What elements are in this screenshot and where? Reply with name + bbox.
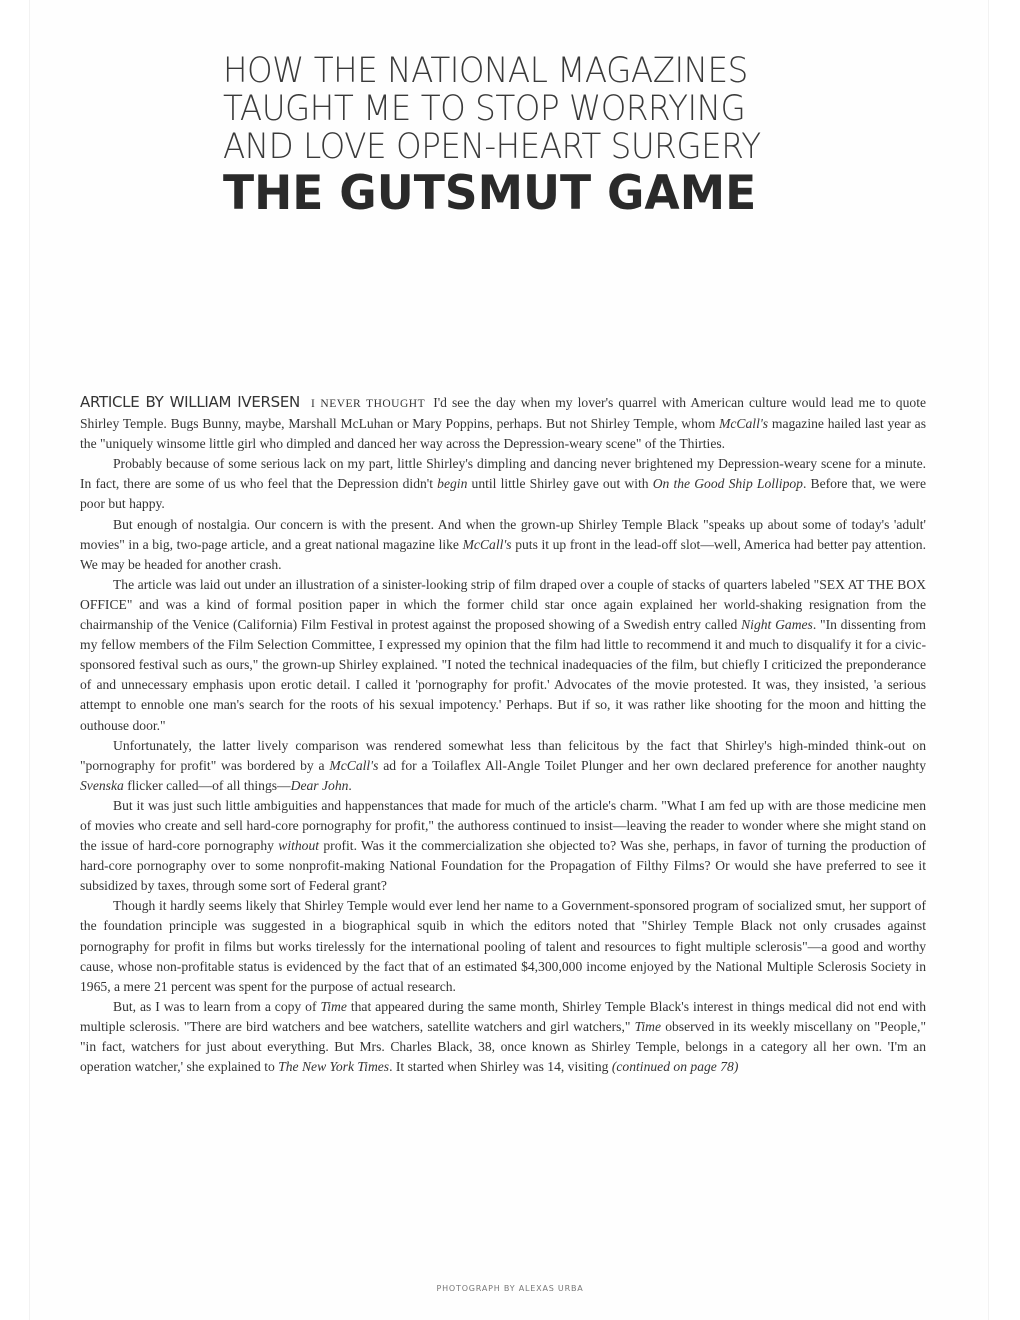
paragraph-text: But it was just such little ambiguities and happenstances that made for much of the article's charm. "What I am fed up with are those medicine men of movies who create and sell hard-core pornography for profit," the authoress continued to insist—leaving the reader to wonder where she might stand on the issue of hard-core pornography xyxy=(80,797,926,854)
magazine-title: McCall's xyxy=(719,416,769,432)
magazine-title: Time xyxy=(320,998,347,1014)
byline: ARTICLE BY WILLIAM IVERSEN xyxy=(80,393,300,411)
paragraph-1 xyxy=(80,392,926,454)
headline-line-3: AND LOVE OPEN-HEART SURGERY xyxy=(223,127,761,167)
paragraph-text: . It started when Shirley was 14, visiting xyxy=(389,1059,612,1075)
continued-note: (continued on page 78) xyxy=(611,1059,739,1075)
song-title: On the Good Ship Lollipop xyxy=(652,476,803,492)
paragraph-4 xyxy=(80,575,926,736)
magazine-title: Time xyxy=(634,1018,662,1034)
paragraph-text: magazine hailed last year as the "uniquely winsome little girl who dimpled and danced her way across the Depression-weary scene" of the Thirties. xyxy=(80,416,926,452)
paragraph-text: But, as I was to learn from a copy of xyxy=(113,998,321,1014)
paragraph-text: . Before that, we were poor but happy. xyxy=(80,476,926,512)
paragraph-text: Though it hardly seems likely that Shirley Temple would ever lend her name to a Government-sponsored program of socialized smut, her support of the foundation principle was suggested in a biographical squib in which the editors noted that "Shirley Temple Black not only crusades against pornography for profit in films but works tirelessly for the international pooling of talent and resources to fight multiple sclerosis"—a good and worthy cause, whose non-profitable status is evidenced by the fact that of an estimated $4,300,000 income enjoyed by the National Multiple Sclerosis Society in 1965, a mere 21 percent was spent for the purpose of actual research. xyxy=(80,898,926,994)
headline-line-1: HOW THE NATIONAL MAGAZINES xyxy=(223,51,748,91)
headline-block xyxy=(223,52,823,220)
paragraph-5 xyxy=(80,736,926,796)
paragraph-text: . xyxy=(348,777,352,793)
paragraph-6 xyxy=(80,796,926,896)
paragraph-text: . "In dissenting from my fellow members of the Film Selection Committee, I expressed my opinion that the film had little to recommend it and much to disqualify it for a civic-sponsored festival such as ours," the grown-up Shirley explained. "I noted the technical inadequacies of the film, but chiefly I criticized the preponderance of and unnecessary emphasis upon erotic detail. I called it 'pornography for profit.' Advocates of the movie protested. It was, they insisted, 'a serious attempt to ennoble one man's search for the roots of his sexual impotency.' Perhaps. But if so, it was rather like shooting for the moon and hitting the outhouse door." xyxy=(80,617,927,733)
paragraph-2 xyxy=(80,454,926,514)
magazine-title: McCall's xyxy=(329,757,379,773)
paragraph-7 xyxy=(80,896,926,996)
opening-words: I NEVER THOUGHT xyxy=(311,398,426,410)
newspaper-title: The New York Times xyxy=(278,1059,390,1075)
paragraph-text: puts it up front in the lead-off slot—well, America had better pay attention. We may be headed for another crash. xyxy=(80,536,926,572)
film-title: Dear John xyxy=(290,777,349,793)
paragraph-text: Unfortunately, the latter lively comparison was rendered somewhat less than felicitous by the fact that Shirley's high-minded think-out on "pornography for profit" was bordered by a xyxy=(80,737,926,773)
emphasis: without xyxy=(278,838,320,854)
paragraph-text: observed in its weekly miscellany on "People," "in fact, watchers for just about everything. But Mrs. Charles Black, 38, once known as Shirley Temple, belongs in a category all her own. 'I'm an operation watcher,' she explained to xyxy=(80,1018,926,1075)
article-title: THE GUTSMUT GAME xyxy=(223,166,757,221)
magazine-title: McCall's xyxy=(462,536,512,552)
article-body xyxy=(80,392,926,1077)
paragraph-text: The article was laid out under an illustration of a sinister-looking strip of film draped over a couple of stacks of quarters labeled "SEX AT THE BOX OFFICE" and was a kind of formal position paper in which the former child star once again explained her world-shaking resignation from the chairmanship of the Venice (California) Film Festival in protest against the proposed showing of a Swedish entry called xyxy=(80,576,926,633)
emphasis: Svenska xyxy=(80,777,124,793)
headline-line-2: TAUGHT ME TO STOP WORRYING xyxy=(223,89,746,129)
emphasis: begin xyxy=(437,476,468,492)
photo-credit: PHOTOGRAPH BY ALEXAS URBA xyxy=(436,1284,584,1293)
paragraph-text: that appeared during the same month, Shirley Temple Black's interest in things medical did not end with multiple sclerosis. "There are bird watchers and bee watchers, satellite watchers and girl watchers," xyxy=(80,998,927,1034)
paragraph-8 xyxy=(80,997,926,1077)
paragraph-text: I'd see the day when my lover's quarrel with American culture would lead me to quote Shirley Temple. Bugs Bunny, maybe, Marshall McLuhan or Mary Poppins, perhaps. But not Shirley Temple, whom xyxy=(80,395,927,432)
paragraph-text: profit. Was it the commercialization she objected to? Was she, perhaps, in favor of turning the production of hard-core pornography over to some nonprofit-making National Foundation for the Propagation of Filthy Films? Or would she have preferred to see it subsidized by taxes, through some sort of Federal grant? xyxy=(80,838,927,894)
paragraph-3 xyxy=(80,515,926,575)
film-title: Night Games xyxy=(741,617,813,633)
paragraph-text: ad for a Toilaflex All-Angle Toilet Plunger and her own declared preference for another naughty xyxy=(378,757,927,773)
paragraph-text: Probably because of some serious lack on my part, little Shirley's dimpling and dancing never brightened my Depression-weary scene for a minute. In fact, there are some of us who feel that the Depression didn't xyxy=(80,456,926,492)
paragraph-text: flicker called—of all things— xyxy=(123,777,291,793)
paragraph-text: until little Shirley gave out with xyxy=(467,476,653,492)
paragraph-text: But enough of nostalgia. Our concern is with the present. And when the grown-up Shirley Temple Black "speaks up about some of today's 'adult' movies" in a big, two-page article, and a great national magazine like xyxy=(80,516,926,552)
